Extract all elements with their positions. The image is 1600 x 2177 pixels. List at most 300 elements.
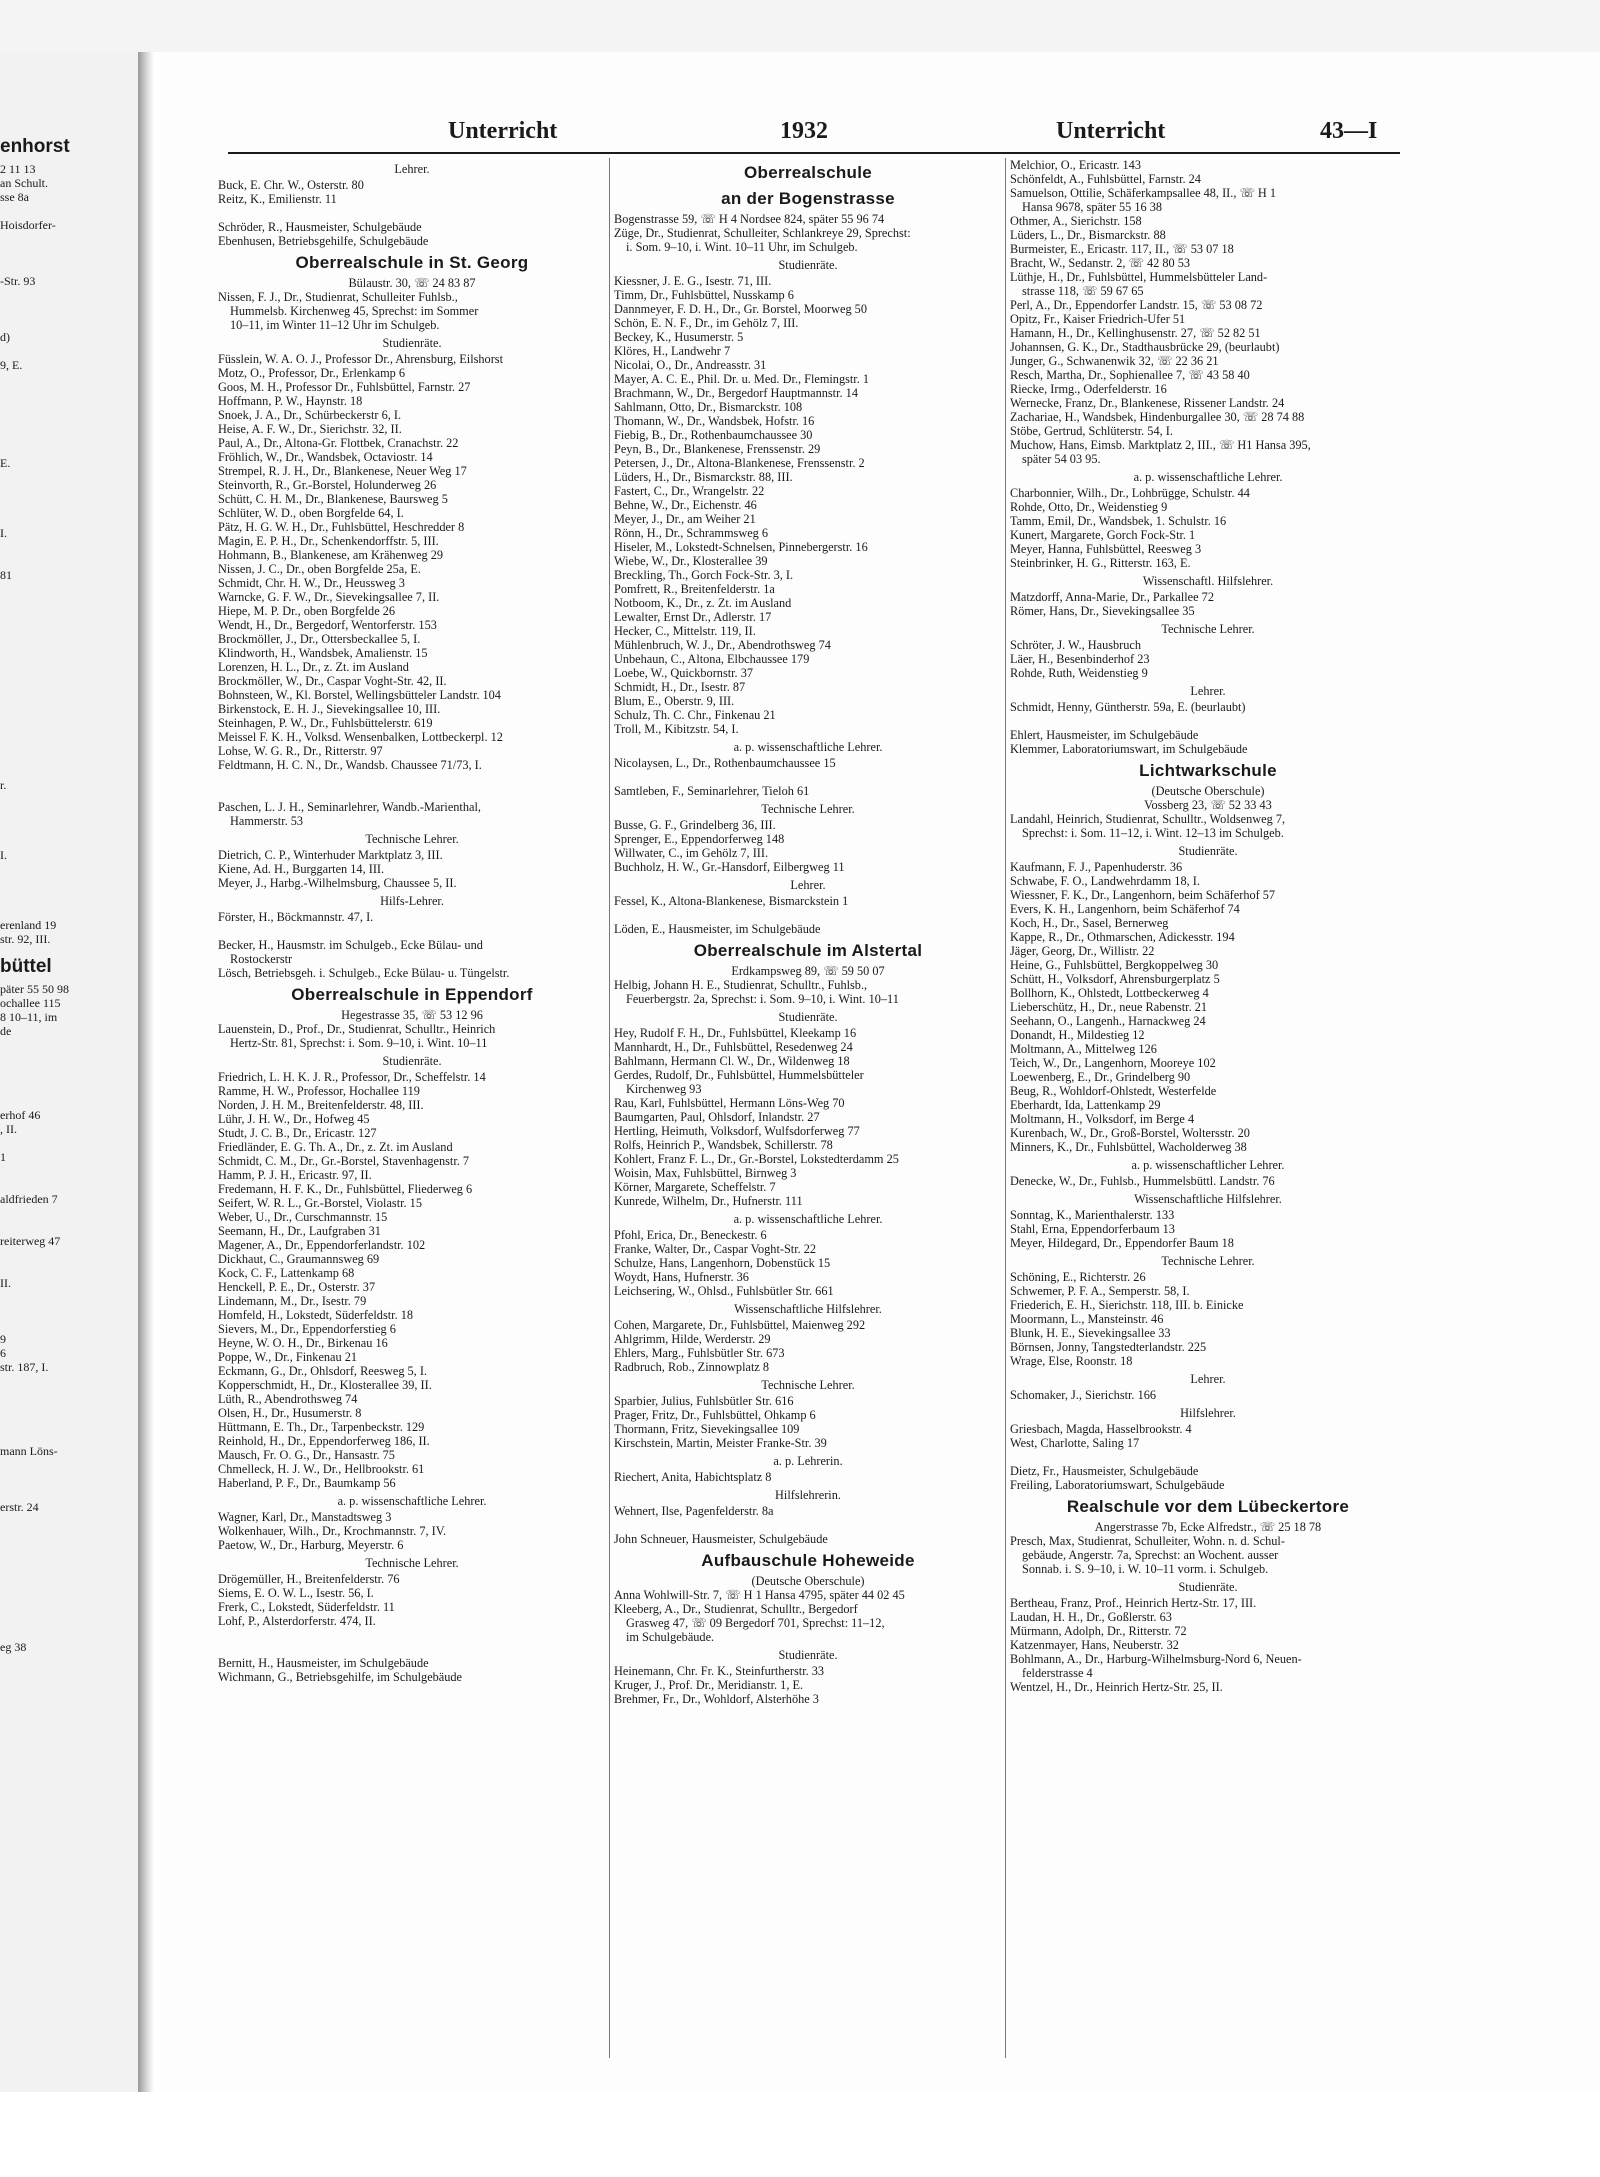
entry-continuation: Sonnab. i. S. 9–10, i. W. 10–11 vorm. i. Schulgeb. bbox=[1022, 1562, 1269, 1576]
directory-entry: Nissen, J. C., Dr., oben Borgfelde 25a, E. bbox=[218, 562, 421, 576]
book-gutter bbox=[138, 52, 154, 2092]
directory-entry: Baumgarten, Paul, Ohlsdorf, Inlandstr. 27 bbox=[614, 1110, 820, 1124]
directory-entry: Seemann, H., Dr., Laufgraben 31 bbox=[218, 1224, 381, 1238]
directory-entry: Heine, G., Fuhlsbüttel, Bergkoppelweg 30 bbox=[1010, 958, 1219, 972]
directory-entry: Dietz, Fr., Hausmeister, Schulgebäude bbox=[1010, 1464, 1199, 1478]
column-1 bbox=[218, 158, 606, 1684]
directory-entry: Kiessner, J. E. G., Isestr. 71, III. bbox=[614, 274, 772, 288]
directory-entry: Lösch, Betriebsgeh. i. Schulgeb., Ecke Bülau- u. Tüngelstr. bbox=[218, 966, 510, 980]
school-heading: Lichtwarkschule bbox=[1139, 761, 1277, 780]
directory-entry: Samuelson, Ottilie, Schäferkampsallee 48, II., ☏ H 1 bbox=[1010, 186, 1277, 200]
directory-entry: Hoffmann, P. W., Haynstr. 18 bbox=[218, 394, 363, 408]
directory-entry: Rohde, Ruth, Weidenstieg 9 bbox=[1010, 666, 1148, 680]
directory-entry: Schulze, Hans, Langenhorn, Dobenstück 15 bbox=[614, 1256, 831, 1270]
directory-entry: Meissel F. K. H., Volksd. Wensenbalken, Lottbeckerpl. 12 bbox=[218, 730, 503, 744]
directory-entry: Steinvorth, R., Gr.-Borstel, Holunderweg 26 bbox=[218, 478, 437, 492]
directory-entry: Kurenbach, W., Dr., Groß-Borstel, Woltersstr. 20 bbox=[1010, 1126, 1250, 1140]
section-heading: Wissenschaftliche Hilfslehrer. bbox=[734, 1302, 882, 1316]
spacer bbox=[218, 772, 606, 800]
directory-entry: Klindworth, H., Wandsbek, Amalienstr. 15 bbox=[218, 646, 428, 660]
directory-entry: Warncke, G. F. W., Dr., Sievekingsallee 7, II. bbox=[218, 590, 440, 604]
directory-entry: Blunk, H. E., Sievekingsallee 33 bbox=[1010, 1326, 1171, 1340]
directory-entry: Reinhold, H., Dr., Eppendorferweg 186, II. bbox=[218, 1434, 430, 1448]
directory-entry: Peyn, B., Dr., Blankenese, Frenssenstr. 29 bbox=[614, 442, 821, 456]
directory-entry: Radbruch, Rob., Zinnowplatz 8 bbox=[614, 1360, 770, 1374]
column-3 bbox=[1010, 158, 1406, 1694]
directory-entry: Burmeister, E., Ericastr. 117, II., ☏ 53 07 18 bbox=[1010, 242, 1234, 256]
section-heading: Lehrer. bbox=[1190, 684, 1226, 698]
directory-entry: Kirschstein, Martin, Meister Franke-Str. 39 bbox=[614, 1436, 827, 1450]
page-number: 43—I bbox=[1320, 118, 1378, 144]
directory-entry: Fessel, K., Altona-Blankenese, Bismarckstein 1 bbox=[614, 894, 849, 908]
directory-entry: Römer, Hans, Dr., Sievekingsallee 35 bbox=[1010, 604, 1195, 618]
directory-entry: Blum, E., Oberstr. 9, III. bbox=[614, 694, 735, 708]
directory-entry: Wiessner, F. K., Dr., Langenhorn, beim Schäferhof 57 bbox=[1010, 888, 1276, 902]
column-2 bbox=[614, 158, 1002, 1706]
school-heading: Oberrealschule in Eppendorf bbox=[291, 985, 533, 1004]
directory-entry: Wendt, H., Dr., Bergedorf, Wentorferstr. 153 bbox=[218, 618, 437, 632]
directory-entry: Buchholz, H. W., Gr.-Hansdorf, Eilbergweg 11 bbox=[614, 860, 845, 874]
header-right: Unterricht bbox=[1056, 118, 1166, 144]
fragment-text: an Schult. bbox=[0, 176, 48, 190]
school-heading: an der Bogenstrasse bbox=[721, 189, 895, 208]
directory-entry: Läer, H., Besenbinderhof 23 bbox=[1010, 652, 1150, 666]
directory-entry: Hüttmann, E. Th., Dr., Tarpenbeckstr. 129 bbox=[218, 1420, 425, 1434]
directory-entry: Rönn, H., Dr., Schrammsweg 6 bbox=[614, 526, 769, 540]
directory-entry: Lühr, J. H. W., Dr., Hofweg 45 bbox=[218, 1112, 370, 1126]
spacer bbox=[1010, 714, 1406, 728]
directory-entry: Hohmann, B., Blankenese, am Krähenweg 29 bbox=[218, 548, 444, 562]
directory-entry: Gerdes, Rudolf, Dr., Fuhlsbüttel, Hummelsbütteler bbox=[614, 1068, 864, 1082]
directory-entry: Goos, M. H., Professor Dr., Fuhlsbüttel, Farnstr. 27 bbox=[218, 380, 471, 394]
directory-entry: Sprenger, E., Eppendorferweg 148 bbox=[614, 832, 785, 846]
directory-entry: Othmer, A., Sierichstr. 158 bbox=[1010, 214, 1142, 228]
header-year: 1932 bbox=[780, 118, 828, 144]
directory-entry: Melchior, O., Ericastr. 143 bbox=[1010, 158, 1141, 172]
section-heading: Studienräte. bbox=[382, 336, 442, 350]
directory-entry: Franke, Walter, Dr., Caspar Voght-Str. 22 bbox=[614, 1242, 817, 1256]
school-address: Hegestrasse 35, ☏ 53 12 96 bbox=[341, 1008, 483, 1022]
school-address: Erdkampsweg 89, ☏ 59 50 07 bbox=[731, 964, 885, 978]
entry-continuation: 10–11, im Winter 11–12 Uhr im Schulgeb. bbox=[230, 318, 440, 332]
directory-entry: Schwemer, P. F. A., Semperstr. 58, I. bbox=[1010, 1284, 1190, 1298]
fragment-text: str. 92, III. bbox=[0, 932, 51, 946]
entry-continuation: Kirchenweg 93 bbox=[626, 1082, 702, 1096]
directory-entry: Norden, J. H. M., Breitenfelderstr. 48, III. bbox=[218, 1098, 424, 1112]
directory-entry: Thormann, Fritz, Sievekingsallee 109 bbox=[614, 1422, 800, 1436]
directory-entry: Evers, K. H., Langenhorn, beim Schäferhof 74 bbox=[1010, 902, 1240, 916]
section-heading: a. p. wissenschaftliche Lehrer. bbox=[1133, 470, 1283, 484]
directory-entry: Brehmer, Fr., Dr., Wohldorf, Alsterhöhe 3 bbox=[614, 1692, 819, 1706]
entry-continuation: felderstrasse 4 bbox=[1022, 1666, 1093, 1680]
directory-entry: Bertheau, Franz, Prof., Heinrich Hertz-Str. 17, III. bbox=[1010, 1596, 1257, 1610]
directory-entry: Wagner, Karl, Dr., Manstadtsweg 3 bbox=[218, 1510, 392, 1524]
directory-entry: Schlüter, W. D., oben Borgfelde 64, I. bbox=[218, 506, 404, 520]
directory-entry: Henckell, P. E., Dr., Osterstr. 37 bbox=[218, 1280, 376, 1294]
directory-entry: Laudan, H. H., Dr., Goßlerstr. 63 bbox=[1010, 1610, 1172, 1624]
directory-entry: Wichmann, G., Betriebsgehilfe, im Schulgebäude bbox=[218, 1670, 463, 1684]
directory-entry: Sahlmann, Otto, Dr., Bismarckstr. 108 bbox=[614, 400, 803, 414]
directory-entry: Zachariae, H., Wandsbek, Hindenburgallee 30, ☏ 28 74 88 bbox=[1010, 410, 1305, 424]
directory-entry: Denecke, W., Dr., Fuhlsb., Hummelsbüttl. Landstr. 76 bbox=[1010, 1174, 1275, 1188]
directory-entry: Johannsen, G. K., Dr., Stadthausbrücke 29, (beurlaubt) bbox=[1010, 340, 1280, 354]
directory-entry: Bogenstrasse 59, ☏ H 4 Nordsee 824, später 55 96 74 bbox=[614, 212, 885, 226]
entry-continuation: Hertz-Str. 81, Sprechst: i. Som. 9–10, i. Wint. 10–11 bbox=[230, 1036, 488, 1050]
fragment-text: enhorst bbox=[0, 136, 70, 157]
school-address: Vossberg 23, ☏ 52 33 43 bbox=[1144, 798, 1272, 812]
section-heading: Technische Lehrer. bbox=[1161, 1254, 1255, 1268]
fragment-text: 8 10–11, im bbox=[0, 1010, 58, 1024]
header-rule bbox=[228, 152, 1400, 154]
directory-entry: Heise, A. F. W., Dr., Sierichstr. 32, II. bbox=[218, 422, 402, 436]
directory-entry: Stöbe, Gertrud, Schlüterstr. 54, I. bbox=[1010, 424, 1173, 438]
directory-entry: Rolfs, Heinrich P., Wandsbek, Schillerstr. 78 bbox=[614, 1138, 833, 1152]
directory-entry: Haberland, P. F., Dr., Baumkamp 56 bbox=[218, 1476, 396, 1490]
directory-entry: Kruger, J., Prof. Dr., Meridianstr. 1, E. bbox=[614, 1678, 804, 1692]
directory-entry: Notboom, K., Dr., z. Zt. im Ausland bbox=[614, 596, 792, 610]
school-heading: Oberrealschule in St. Georg bbox=[295, 253, 529, 272]
directory-entry: Feldtmann, H. C. N., Dr., Wandsb. Chaussee 71/73, I. bbox=[218, 758, 482, 772]
directory-entry: Ehlert, Hausmeister, im Schulgebäude bbox=[1010, 728, 1199, 742]
spacer bbox=[614, 1518, 1002, 1532]
school-heading: Realschule vor dem Lübeckertore bbox=[1066, 1497, 1350, 1516]
directory-entry: Prager, Fritz, Dr., Fuhlsbüttel, Ohkamp 6 bbox=[614, 1408, 816, 1422]
directory-entry: Mausch, Fr. O. G., Dr., Hansastr. 75 bbox=[218, 1448, 395, 1462]
scan-bottom-margin bbox=[0, 2092, 1600, 2177]
directory-entry: Petersen, J., Dr., Altona-Blankenese, Frenssenstr. 2 bbox=[614, 456, 865, 470]
scan-top-margin bbox=[0, 0, 1600, 52]
fragment-text: erenland 19 bbox=[0, 918, 57, 932]
section-heading: Technische Lehrer. bbox=[1161, 622, 1255, 636]
directory-entry: Beckey, K., Husumerstr. 5 bbox=[614, 330, 744, 344]
fragment-text: 2 11 13 bbox=[0, 162, 36, 176]
directory-entry: Bernitt, H., Hausmeister, im Schulgebäude bbox=[218, 1656, 429, 1670]
directory-entry: Hamm, P. J. H., Ericastr. 97, II. bbox=[218, 1168, 372, 1182]
directory-entry: Ehlers, Marg., Fuhlsbütler Str. 673 bbox=[614, 1346, 785, 1360]
directory-entry: Wiebe, W., Dr., Klosterallee 39 bbox=[614, 554, 768, 568]
directory-entry: Brachmann, W., Dr., Bergedorf Hauptmannstr. 14 bbox=[614, 386, 858, 400]
column-divider bbox=[1005, 158, 1006, 2058]
directory-entry: Kaufmann, F. J., Papenhuderstr. 36 bbox=[1010, 860, 1183, 874]
directory-entry: Ahlgrimm, Hilde, Werderstr. 29 bbox=[614, 1332, 771, 1346]
directory-entry: Meyer, Hildegard, Dr., Eppendorfer Baum 18 bbox=[1010, 1236, 1234, 1250]
directory-entry: Heinemann, Chr. Fr. K., Steinfurtherstr. 33 bbox=[614, 1664, 825, 1678]
directory-entry: Schmidt, H., Dr., Isestr. 87 bbox=[614, 680, 746, 694]
directory-entry: Helbig, Johann H. E., Studienrat, Schulltr., Fuhlsb., bbox=[614, 978, 868, 992]
directory-entry: Börnsen, Jonny, Tangstedterlandstr. 225 bbox=[1010, 1340, 1207, 1354]
directory-entry: Dickhaut, C., Graumannsweg 69 bbox=[218, 1252, 380, 1266]
directory-entry: Nicolaysen, L., Dr., Rothenbaumchaussee 15 bbox=[614, 756, 836, 770]
directory-entry: Thomann, W., Dr., Wandsbek, Hofstr. 16 bbox=[614, 414, 815, 428]
directory-entry: Paul, A., Dr., Altona-Gr. Flottbek, Cranachstr. 22 bbox=[218, 436, 459, 450]
directory-entry: Donandt, H., Mildestieg 12 bbox=[1010, 1028, 1145, 1042]
directory-entry: Sparbier, Julius, Fuhlsbütler Str. 616 bbox=[614, 1394, 794, 1408]
directory-entry: Hiepe, M. P. Dr., oben Borgfelde 26 bbox=[218, 604, 396, 618]
directory-entry: Motz, O., Professor, Dr., Erlenkamp 6 bbox=[218, 366, 406, 380]
school-address: Angerstrasse 7b, Ecke Alfredstr., ☏ 25 18 78 bbox=[1094, 1520, 1322, 1534]
directory-entry: Körner, Margarete, Scheffelstr. 7 bbox=[614, 1180, 776, 1194]
directory-entry: Meyer, J., Dr., am Weiher 21 bbox=[614, 512, 756, 526]
section-heading: Wissenschaftliche Hilfslehrer. bbox=[1134, 1192, 1282, 1206]
fragment-text: 9 bbox=[0, 1332, 6, 1346]
entry-continuation: im Schulgebäude. bbox=[626, 1630, 715, 1644]
column-divider bbox=[609, 158, 610, 2058]
directory-entry: Koch, H., Dr., Sasel, Bernerweg bbox=[1010, 916, 1169, 930]
directory-entry: Klemmer, Laboratoriumswart, im Schulgebäude bbox=[1010, 742, 1248, 756]
directory-entry: Weber, U., Dr., Curschmannstr. 15 bbox=[218, 1210, 388, 1224]
entry-continuation: gebäude, Angerstr. 7a, Sprechst: an Wochent. ausser bbox=[1022, 1548, 1279, 1562]
directory-entry: Magin, E. P. H., Dr., Schenkendorffstr. 5, III. bbox=[218, 534, 439, 548]
directory-entry: Cohen, Margarete, Dr., Fuhlsbüttel, Maienweg 292 bbox=[614, 1318, 866, 1332]
directory-entry: Lohse, W. G. R., Dr., Ritterstr. 97 bbox=[218, 744, 383, 758]
directory-entry: Schomaker, J., Sierichstr. 166 bbox=[1010, 1388, 1157, 1402]
directory-entry: Timm, Dr., Fuhlsbüttel, Nusskamp 6 bbox=[614, 288, 794, 302]
directory-entry: Charbonnier, Wilh., Dr., Lohbrügge, Schulstr. 44 bbox=[1010, 486, 1250, 500]
directory-entry: Pätz, H. G. W. H., Dr., Fuhlsbüttel, Heschredder 8 bbox=[218, 520, 465, 534]
directory-entry: Dannmeyer, F. D. H., Dr., Gr. Borstel, Moorweg 50 bbox=[614, 302, 867, 316]
directory-entry: Schütt, C. H. M., Dr., Blankenese, Baursweg 5 bbox=[218, 492, 448, 506]
spacer bbox=[614, 908, 1002, 922]
school-heading: Oberrealschule im Alstertal bbox=[693, 941, 923, 960]
directory-entry: Reitz, K., Emilienstr. 11 bbox=[218, 192, 337, 206]
section-heading: Technische Lehrer. bbox=[365, 832, 459, 846]
directory-entry: Schulz, Th. C. Chr., Finkenau 21 bbox=[614, 708, 776, 722]
directory-entry: Klöres, H., Landwehr 7 bbox=[614, 344, 731, 358]
directory-entry: Beug, R., Wohldorf-Ohlstedt, Westerfelde bbox=[1010, 1084, 1217, 1098]
directory-entry: Kunert, Margarete, Gorch Fock-Str. 1 bbox=[1010, 528, 1196, 542]
fragment-text: aldfrieden 7 bbox=[0, 1192, 58, 1206]
fragment-text: II. bbox=[0, 1276, 11, 1290]
directory-entry: Hiseler, M., Lokstedt-Schnelsen, Pinnebergerstr. 16 bbox=[614, 540, 868, 554]
directory-entry: Riecke, Irmg., Oderfelderstr. 16 bbox=[1010, 382, 1167, 396]
directory-entry: Schmidt, Chr. H. W., Dr., Heussweg 3 bbox=[218, 576, 405, 590]
directory-entry: Junger, G., Schwanenwik 32, ☏ 22 36 21 bbox=[1010, 354, 1219, 368]
fragment-text: Hoisdorfer- bbox=[0, 218, 56, 232]
directory-entry: Lindemann, M., Dr., Isestr. 79 bbox=[218, 1294, 367, 1308]
directory-entry: Willwater, C., im Gehölz 7, III. bbox=[614, 846, 769, 860]
directory-entry: Meyer, Hanna, Fuhlsbüttel, Reesweg 3 bbox=[1010, 542, 1202, 556]
directory-entry: Frerk, C., Lokstedt, Süderfeldstr. 11 bbox=[218, 1600, 395, 1614]
entry-continuation: strasse 118, ☏ 59 67 65 bbox=[1022, 284, 1144, 298]
directory-entry: Tamm, Emil, Dr., Wandsbek, 1. Schulstr. 16 bbox=[1010, 514, 1227, 528]
fragment-text: 81 bbox=[0, 568, 12, 582]
fragment-text: mann Löns- bbox=[0, 1444, 58, 1458]
directory-entry: Bohnsteen, W., Kl. Borstel, Wellingsbütteler Landstr. 104 bbox=[218, 688, 501, 702]
school-address: Bülaustr. 30, ☏ 24 83 87 bbox=[348, 276, 476, 290]
entry-continuation: Grasweg 47, ☏ 09 Bergedorf 701, Sprechst: 11–12, bbox=[626, 1616, 885, 1630]
running-header bbox=[0, 118, 1600, 157]
directory-entry: Olsen, H., Dr., Husumerstr. 8 bbox=[218, 1406, 362, 1420]
directory-entry: Snoek, J. A., Dr., Schürbeckerstr 6, I. bbox=[218, 408, 402, 422]
directory-entry: Minners, K., Dr., Fuhlsbüttel, Wacholderweg 38 bbox=[1010, 1140, 1247, 1154]
directory-entry: Züge, Dr., Studienrat, Schulleiter, Schlankreye 29, Sprechst: bbox=[614, 226, 911, 240]
directory-entry: Schwabe, F. O., Landwehrdamm 18, I. bbox=[1010, 874, 1200, 888]
entry-continuation: Hammerstr. 53 bbox=[230, 814, 304, 828]
directory-entry: Freiling, Laboratoriumswart, Schulgebäude bbox=[1010, 1478, 1225, 1492]
school-address: (Deutsche Oberschule) bbox=[751, 1574, 865, 1588]
fragment-text: r. bbox=[0, 778, 7, 792]
directory-entry: Magener, A., Dr., Eppendorferlandstr. 102 bbox=[218, 1238, 426, 1252]
directory-entry: Sonntag, K., Marienthalerstr. 133 bbox=[1010, 1208, 1175, 1222]
directory-entry: Eberhardt, Ida, Lattenkamp 29 bbox=[1010, 1098, 1161, 1112]
directory-entry: Paschen, L. J. H., Seminarlehrer, Wandb.-Marienthal, bbox=[218, 800, 481, 814]
directory-entry: Studt, J. C. B., Dr., Ericastr. 127 bbox=[218, 1126, 377, 1140]
directory-entry: Muchow, Hans, Eimsb. Marktplatz 2, III., ☏ H1 Hansa 395, bbox=[1010, 438, 1311, 452]
fragment-text: reiterweg 47 bbox=[0, 1234, 61, 1248]
spacer bbox=[1010, 1450, 1406, 1464]
directory-entry: Schöning, E., Richterstr. 26 bbox=[1010, 1270, 1146, 1284]
section-heading: Technische Lehrer. bbox=[365, 1556, 459, 1570]
section-heading: Studienräte. bbox=[382, 1054, 442, 1068]
spacer bbox=[614, 770, 1002, 784]
fragment-text: büttel bbox=[0, 956, 52, 977]
entry-continuation: Sprechst: i. Som. 11–12, i. Wint. 12–13 im Schulgeb. bbox=[1022, 826, 1284, 840]
directory-entry: Strempel, R. J. H., Dr., Blankenese, Neuer Weg 17 bbox=[218, 464, 467, 478]
directory-entry: Mannhardt, H., Dr., Fuhlsbüttel, Resedenweg 24 bbox=[614, 1040, 853, 1054]
directory-entry: Troll, M., Kibitzstr. 54, I. bbox=[614, 722, 739, 736]
directory-entry: Woisin, Max, Fuhlsbüttel, Birnweg 3 bbox=[614, 1166, 797, 1180]
directory-entry: Seifert, W. R. L., Gr.-Borstel, Violastr. 15 bbox=[218, 1196, 422, 1210]
directory-entry: Steinbrinker, H. G., Ritterstr. 163, E. bbox=[1010, 556, 1191, 570]
directory-entry: Behne, W., Dr., Eichenstr. 46 bbox=[614, 498, 757, 512]
directory-entry: Chmelleck, H. J. W., Dr., Hellbrookstr. 61 bbox=[218, 1462, 425, 1476]
directory-entry: Teich, W., Dr., Langenhorn, Mooreye 102 bbox=[1010, 1056, 1216, 1070]
directory-entry: Mühlenbruch, W. J., Dr., Abendrothsweg 74 bbox=[614, 638, 831, 652]
section-heading: Technische Lehrer. bbox=[761, 1378, 855, 1392]
entry-continuation: Feuerbergstr. 2a, Sprechst: i. Som. 9–10, i. Wint. 10–11 bbox=[626, 992, 899, 1006]
directory-entry: Siems, E. O. W. L., Isestr. 56, I. bbox=[218, 1586, 374, 1600]
directory-entry: Seehann, O., Langenh., Harnackweg 24 bbox=[1010, 1014, 1206, 1028]
directory-entry: Moormann, L., Mansteinstr. 46 bbox=[1010, 1312, 1164, 1326]
directory-entry: Loewenberg, E., Dr., Grindelberg 90 bbox=[1010, 1070, 1191, 1084]
directory-entry: Brockmöller, W., Dr., Caspar Voght-Str. 42, II. bbox=[218, 674, 447, 688]
fragment-text: I. bbox=[0, 526, 7, 540]
school-heading: Aufbauschule Hoheweide bbox=[701, 1551, 915, 1570]
directory-entry: Bracht, W., Sedanstr. 2, ☏ 42 80 53 bbox=[1010, 256, 1191, 270]
directory-entry: Fröhlich, W., Dr., Wandsbek, Octaviostr. 14 bbox=[218, 450, 433, 464]
directory-entry: Heyne, W. O. H., Dr., Birkenau 16 bbox=[218, 1336, 388, 1350]
section-heading: Hilfslehrerin. bbox=[775, 1488, 841, 1502]
school-heading: Oberrealschule bbox=[744, 163, 872, 182]
directory-entry: Woydt, Hans, Hufnerstr. 36 bbox=[614, 1270, 749, 1284]
section-heading: Lehrer. bbox=[1190, 1372, 1226, 1386]
directory-entry: John Schneuer, Hausmeister, Schulgebäude bbox=[614, 1532, 828, 1546]
section-heading: Studienräte. bbox=[778, 258, 838, 272]
directory-entry: Friedrich, L. H. K. J. R., Professor, Dr., Scheffelstr. 14 bbox=[218, 1070, 486, 1084]
directory-entry: Rohde, Otto, Dr., Weidenstieg 9 bbox=[1010, 500, 1168, 514]
directory-entry: Stahl, Erna, Eppendorferbaum 13 bbox=[1010, 1222, 1175, 1236]
fragment-text: 1 bbox=[0, 1150, 6, 1164]
header-left: Unterricht bbox=[448, 118, 558, 144]
fragment-text: ochallee 115 bbox=[0, 996, 61, 1010]
directory-entry: Lorenzen, H. L., Dr., z. Zt. im Ausland bbox=[218, 660, 409, 674]
directory-entry: Schönfeldt, A., Fuhlsbüttel, Farnstr. 24 bbox=[1010, 172, 1201, 186]
section-heading: Technische Lehrer. bbox=[761, 802, 855, 816]
directory-entry: Bahlmann, Hermann Cl. W., Dr., Wildenweg 18 bbox=[614, 1054, 850, 1068]
section-heading: Hilfslehrer. bbox=[1180, 1406, 1236, 1420]
directory-entry: Lieberschütz, H., Dr., neue Rabenstr. 21 bbox=[1010, 1000, 1208, 1014]
directory-entry: Samtleben, F., Seminarlehrer, Tieloh 61 bbox=[614, 784, 810, 798]
section-heading: Studienräte. bbox=[778, 1648, 838, 1662]
fragment-text: eg 38 bbox=[0, 1640, 27, 1654]
fragment-text: E. bbox=[0, 456, 11, 470]
directory-entry: Jäger, Georg, Dr., Willistr. 22 bbox=[1010, 944, 1155, 958]
section-heading: a. p. Lehrerin. bbox=[773, 1454, 843, 1468]
directory-entry: Hamann, H., Dr., Kellinghusenstr. 27, ☏ 52 82 51 bbox=[1010, 326, 1261, 340]
fragment-text: d) bbox=[0, 330, 10, 344]
directory-entry: Perl, A., Dr., Eppendorfer Landstr. 15, ☏ 53 08 72 bbox=[1010, 298, 1263, 312]
directory-entry: Lüders, L., Dr., Bismarckstr. 88 bbox=[1010, 228, 1166, 242]
directory-entry: Wentzel, H., Dr., Heinrich Hertz-Str. 25, II. bbox=[1010, 1680, 1223, 1694]
directory-entry: Pfohl, Erica, Dr., Beneckestr. 6 bbox=[614, 1228, 767, 1242]
fragment-text: päter 55 50 98 bbox=[0, 982, 69, 996]
entry-continuation: Rostockerstr bbox=[230, 952, 293, 966]
directory-entry: Rau, Karl, Fuhlsbüttel, Hermann Löns-Weg 70 bbox=[614, 1096, 845, 1110]
directory-entry: Wrage, Else, Roonstr. 18 bbox=[1010, 1354, 1133, 1368]
directory-entry: Wolkenhauer, Wilh., Dr., Krochmannstr. 7, IV. bbox=[218, 1524, 447, 1538]
directory-entry: Kiene, Ad. H., Burggarten 14, III. bbox=[218, 862, 385, 876]
fragment-text: erstr. 24 bbox=[0, 1500, 39, 1514]
directory-entry: Matzdorff, Anna-Marie, Dr., Parkallee 72 bbox=[1010, 590, 1214, 604]
section-heading: Hilfs-Lehrer. bbox=[380, 894, 444, 908]
directory-entry: Schütt, H., Volksdorf, Ahrensburgerplatz 5 bbox=[1010, 972, 1220, 986]
directory-entry: Katzenmayer, Hans, Neuberstr. 32 bbox=[1010, 1638, 1179, 1652]
directory-entry: Lüthje, H., Dr., Fuhlsbüttel, Hummelsbütteler Land- bbox=[1010, 270, 1268, 284]
directory-entry: Friedländer, E. G. Th. A., Dr., z. Zt. im Ausland bbox=[218, 1140, 453, 1154]
directory-entry: Kappe, R., Dr., Othmarschen, Adickesstr. 194 bbox=[1010, 930, 1235, 944]
directory-entry: Fredemann, H. F. K., Dr., Fuhlsbüttel, Fliederweg 6 bbox=[218, 1182, 473, 1196]
directory-entry: Hecker, C., Mittelstr. 119, II. bbox=[614, 624, 756, 638]
directory-entry: Schön, E. N. F., Dr., im Gehölz 7, III. bbox=[614, 316, 799, 330]
directory-entry: Lauenstein, D., Prof., Dr., Studienrat, Schulltr., Heinrich bbox=[218, 1022, 496, 1036]
directory-entry: Hey, Rudolf F. H., Dr., Fuhlsbüttel, Kleekamp 16 bbox=[614, 1026, 857, 1040]
directory-entry: Bohlmann, A., Dr., Harburg-Wilhelmsburg-Nord 6, Neuen- bbox=[1010, 1652, 1302, 1666]
school-address: (Deutsche Oberschule) bbox=[1151, 784, 1265, 798]
directory-entry: Kleeberg, A., Dr., Studienrat, Schulltr., Bergedorf bbox=[614, 1602, 858, 1616]
fragment-text: str. 187, I. bbox=[0, 1360, 49, 1374]
section-heading: Studienräte. bbox=[778, 1010, 838, 1024]
fragment-text: sse 8a bbox=[0, 190, 29, 204]
directory-entry: Schröder, R., Hausmeister, Schulgebäude bbox=[218, 220, 422, 234]
directory-entry: Steinhagen, P. W., Dr., Fuhlsbüttelerstr. 619 bbox=[218, 716, 433, 730]
directory-entry: Kock, C. F., Lattenkamp 68 bbox=[218, 1266, 355, 1280]
directory-entry: Fastert, C., Dr., Wrangelstr. 22 bbox=[614, 484, 765, 498]
section-heading: Wissenschaftl. Hilfslehrer. bbox=[1142, 574, 1274, 588]
directory-entry: Mayer, A. C. E., Phil. Dr. u. Med. Dr., Flemingstr. 1 bbox=[614, 372, 870, 386]
fragment-text: erhof 46 bbox=[0, 1108, 41, 1122]
directory-entry: Loebe, W., Quickbornstr. 37 bbox=[614, 666, 754, 680]
entry-continuation: später 54 03 95. bbox=[1022, 452, 1101, 466]
directory-entry: Resch, Martha, Dr., Sophienallee 7, ☏ 43 58 40 bbox=[1010, 368, 1250, 382]
directory-entry: Lüders, H., Dr., Bismarckstr. 88, III. bbox=[614, 470, 793, 484]
directory-entry: Riechert, Anita, Habichtsplatz 8 bbox=[614, 1470, 772, 1484]
directory-entry: Kopperschmidt, H., Dr., Klosterallee 39, II. bbox=[218, 1378, 432, 1392]
adjacent-page-fragment bbox=[0, 52, 140, 2092]
directory-entry: Presch, Max, Studienrat, Schulleiter, Wohn. n. d. Schul- bbox=[1010, 1534, 1285, 1548]
directory-entry: Paetow, W., Dr., Harburg, Meyerstr. 6 bbox=[218, 1538, 404, 1552]
directory-entry: Nicolai, O., Dr., Andreasstr. 31 bbox=[614, 358, 767, 372]
section-heading: Lehrer. bbox=[790, 878, 826, 892]
fragment-text: 6 bbox=[0, 1346, 6, 1360]
directory-entry: Schröter, J. W., Hausbruch bbox=[1010, 638, 1141, 652]
directory-entry: Anna Wohlwill-Str. 7, ☏ H 1 Hansa 4795, später 44 02 45 bbox=[614, 1588, 905, 1602]
directory-entry: Förster, H., Böckmannstr. 47, I. bbox=[218, 910, 374, 924]
directory-entry: Nissen, F. J., Dr., Studienrat, Schulleiter Fuhlsb., bbox=[218, 290, 458, 304]
directory-entry: Dietrich, C. P., Winterhuder Marktplatz 3, III. bbox=[218, 848, 443, 862]
directory-entry: Breckling, Th., Gorch Fock-Str. 3, I. bbox=[614, 568, 794, 582]
directory-entry: Leichsering, W., Ohlsd., Fuhlsbütler Str. 661 bbox=[614, 1284, 834, 1298]
directory-entry: Eckmann, G., Dr., Ohlsdorf, Reesweg 5, I. bbox=[218, 1364, 428, 1378]
